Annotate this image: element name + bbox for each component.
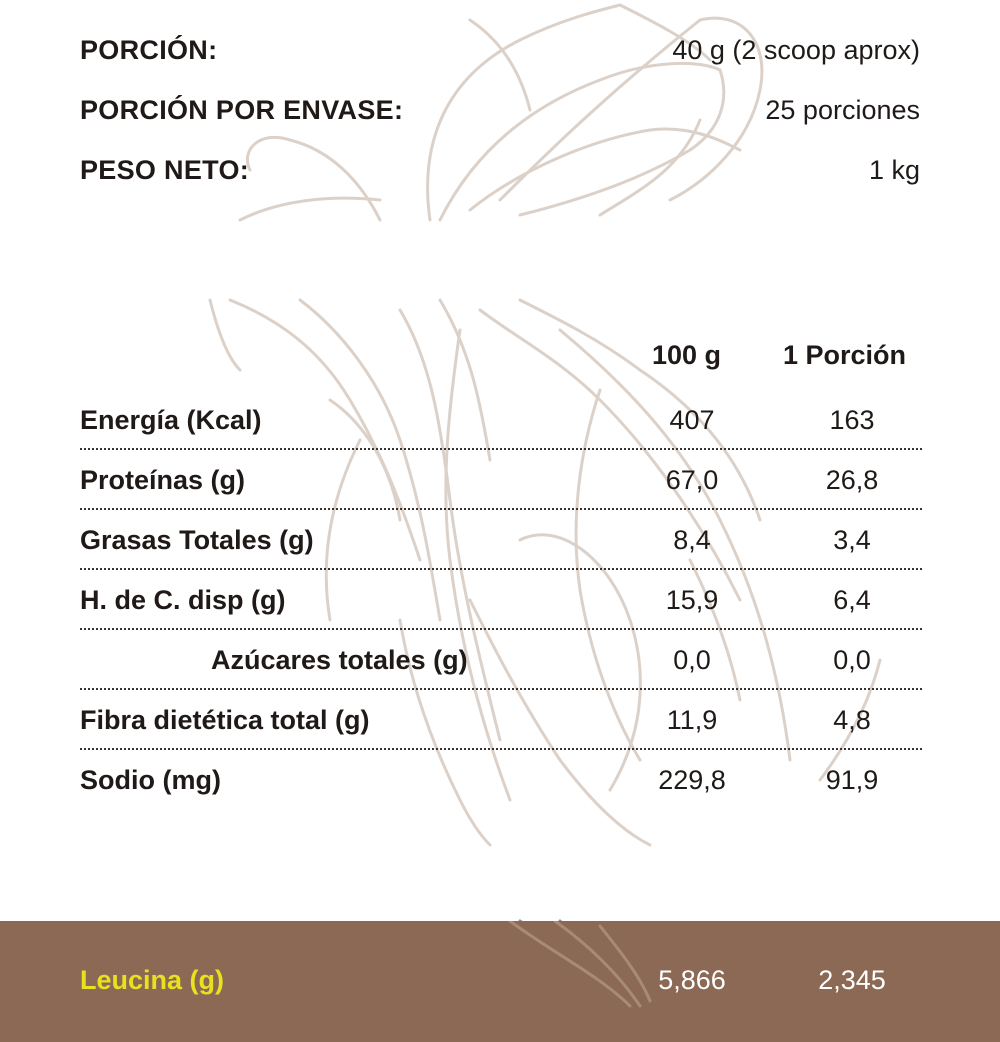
nutrient-value-100g: 11,9 (666, 705, 718, 735)
nutrient-value-serving: 26,8 (825, 465, 879, 495)
table-row (80, 520, 920, 560)
nutrient-value-100g: 8,4 (673, 525, 711, 555)
servings-per-container-row (80, 90, 920, 130)
nutrient-name: Energía (Kcal) (80, 405, 262, 435)
net-weight-label: PESO NETO: (80, 154, 250, 185)
net-weight-row (80, 150, 920, 190)
leucine-value-serving: 2,345 (818, 965, 886, 995)
table-row (80, 640, 920, 680)
nutrient-value-serving: 4,8 (833, 705, 871, 735)
nutrient-name: Fibra dietética total (g) (80, 705, 370, 735)
table-row (80, 700, 920, 740)
servings-per-container-value: 25 porciones (765, 94, 920, 125)
leucine-label: Leucina (g) (80, 965, 225, 995)
leucine-footer-band (0, 921, 1000, 1042)
nutrient-name: Proteínas (g) (80, 465, 246, 495)
net-weight-value: 1 kg (868, 154, 920, 185)
leucine-value-100g: 5,866 (658, 965, 726, 995)
column-header-100g: 100 g (652, 340, 722, 370)
row-divider (80, 508, 922, 510)
column-header-serving: 1 Porción (783, 340, 907, 370)
table-row (80, 400, 920, 440)
serving-size-row (80, 30, 920, 70)
nutrient-value-100g: 229,8 (658, 765, 726, 795)
serving-size-value: 40 g (2 scoop aprox) (672, 34, 920, 65)
nutrient-value-serving: 6,4 (833, 585, 871, 615)
row-divider (80, 448, 922, 450)
table-row (80, 580, 920, 620)
nutrient-name: Azúcares totales (g) (211, 645, 468, 675)
table-row (80, 760, 920, 800)
nutrient-value-100g: 407 (669, 405, 715, 435)
nutrient-value-serving: 3,4 (833, 525, 871, 555)
row-divider (80, 568, 922, 570)
nutrient-name: Grasas Totales (g) (80, 525, 314, 555)
nutrient-value-serving: 91,9 (825, 765, 879, 795)
nutrient-name: H. de C. disp (g) (80, 585, 286, 615)
row-divider (80, 748, 922, 750)
servings-per-container-label: PORCIÓN POR ENVASE: (80, 94, 404, 125)
nutrient-name: Sodio (mg) (80, 765, 221, 795)
nutrient-value-serving: 163 (829, 405, 875, 435)
serving-size-label: PORCIÓN: (80, 34, 218, 65)
nutrient-value-100g: 67,0 (665, 465, 719, 495)
row-divider (80, 628, 922, 630)
nutrient-value-100g: 0,0 (673, 645, 711, 675)
row-divider (80, 688, 922, 690)
nutrient-value-100g: 15,9 (665, 585, 719, 615)
table-row (80, 460, 920, 500)
nutrient-value-serving: 0,0 (833, 645, 871, 675)
